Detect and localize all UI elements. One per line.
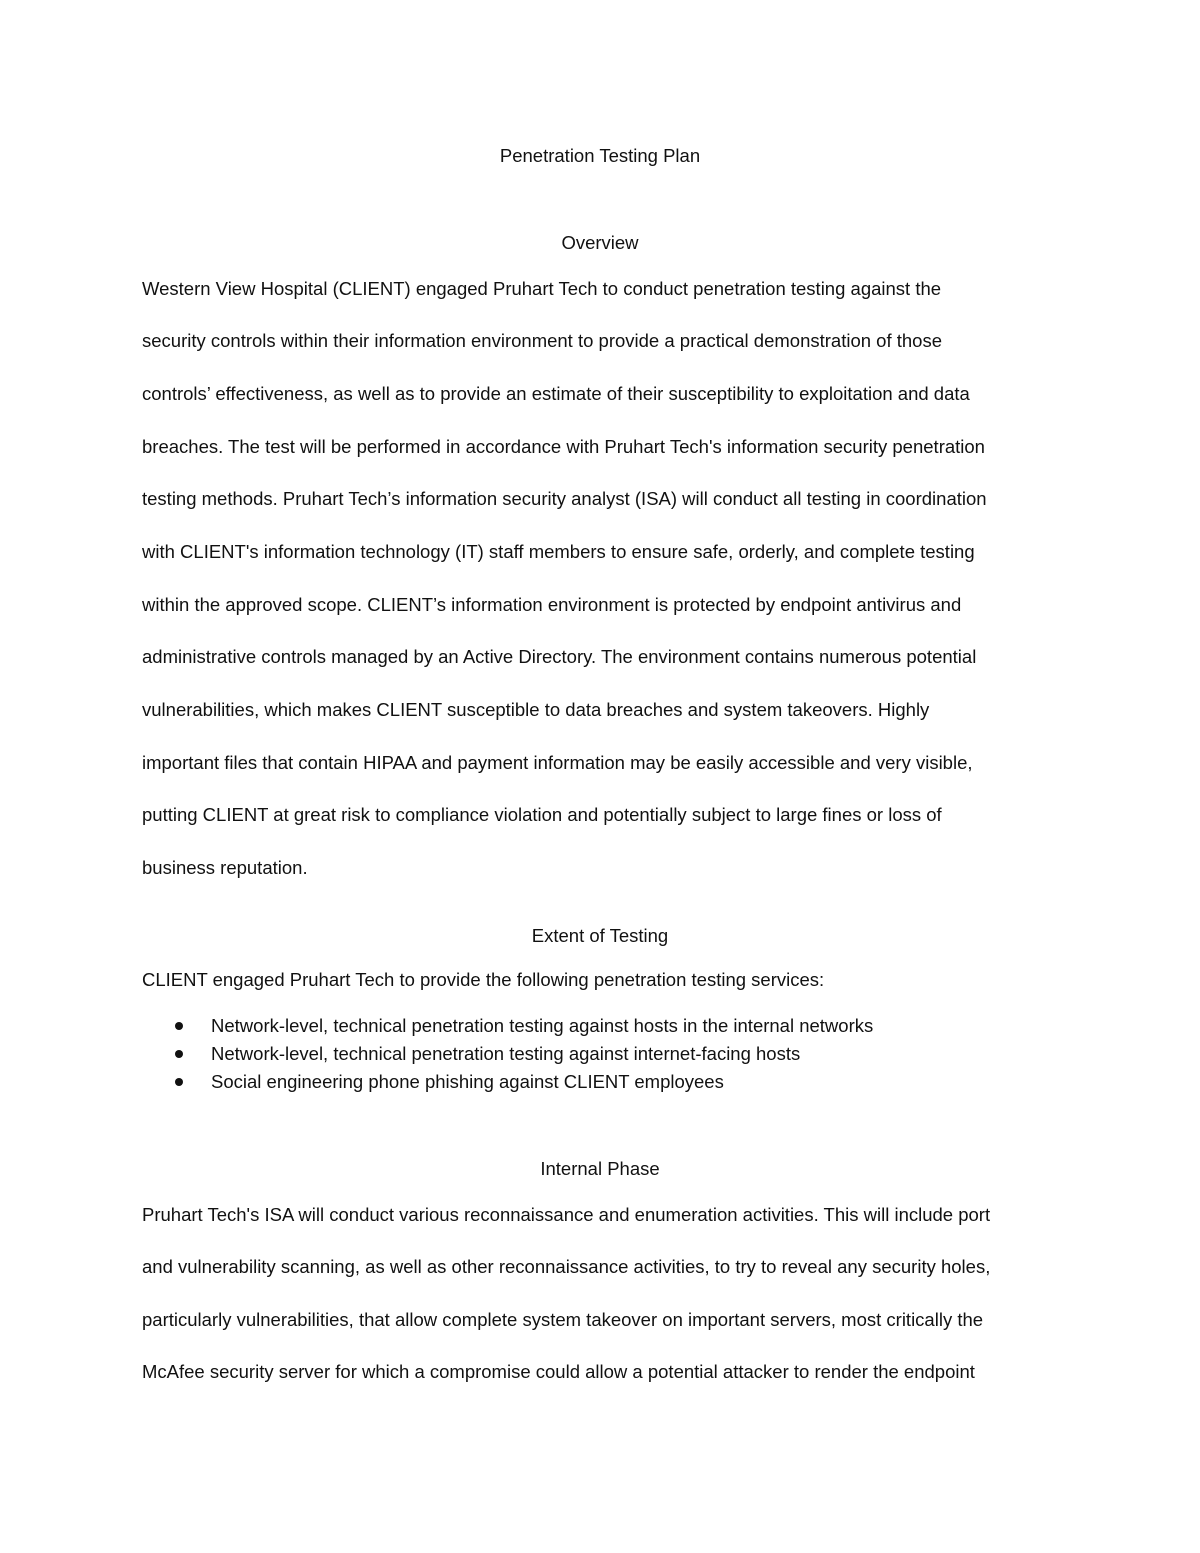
list-item-text: Social engineering phone phishing against CLIENT employees: [211, 1071, 724, 1092]
overview-heading: Overview: [561, 232, 639, 253]
document-title: Penetration Testing Plan: [499, 145, 701, 166]
list-item-text: Network-level, technical penetration testing against internet-facing hosts: [211, 1043, 801, 1064]
overview-line: controls’ effectiveness, as well as to provide an estimate of their susceptibility to exploitation and data: [142, 383, 970, 404]
internal-line: and vulnerability scanning, as well as other reconnaissance activities, to try to reveal any security holes,: [142, 1256, 991, 1277]
bullet-icon: [175, 1022, 183, 1030]
overview-line: administrative controls managed by an Active Directory. The environment contains numerous potential: [142, 646, 977, 667]
extent-heading: Extent of Testing: [531, 925, 669, 946]
internal-line: Pruhart Tech's ISA will conduct various reconnaissance and enumeration activities. This will include port: [142, 1204, 991, 1225]
internal-line: McAfee security server for which a compromise could allow a potential attacker to render the endpoint: [142, 1361, 975, 1382]
overview-line: Western View Hospital (CLIENT) engaged Pruhart Tech to conduct penetration testing against the: [142, 278, 942, 299]
extent-intro: CLIENT engaged Pruhart Tech to provide the following penetration testing services:: [142, 969, 825, 990]
overview-line: vulnerabilities, which makes CLIENT susceptible to data breaches and system takeovers. Highly: [142, 699, 930, 720]
overview-line: security controls within their information environment to provide a practical demonstration of those: [142, 330, 942, 351]
internal-phase-heading: Internal Phase: [540, 1158, 660, 1179]
bullet-icon: [175, 1078, 183, 1086]
overview-line: with CLIENT's information technology (IT) staff members to ensure safe, orderly, and complete testing: [142, 541, 975, 562]
overview-line: within the approved scope. CLIENT’s information environment is protected by endpoint antivirus and: [142, 594, 962, 615]
overview-line: putting CLIENT at great risk to compliance violation and potentially subject to large fines or loss of: [142, 804, 942, 825]
list-item-text: Network-level, technical penetration testing against hosts in the internal networks: [211, 1015, 874, 1036]
bullet-icon: [175, 1050, 183, 1058]
internal-line: particularly vulnerabilities, that allow complete system takeover on important servers, most critically the: [142, 1309, 984, 1330]
overview-line: testing methods. Pruhart Tech’s information security analyst (ISA) will conduct all testing in coordination: [142, 488, 987, 509]
overview-line: important files that contain HIPAA and payment information may be easily accessible and very visible,: [142, 752, 973, 773]
overview-line: breaches. The test will be performed in accordance with Pruhart Tech's information security penetration: [142, 436, 985, 457]
overview-line: business reputation.: [142, 857, 308, 878]
